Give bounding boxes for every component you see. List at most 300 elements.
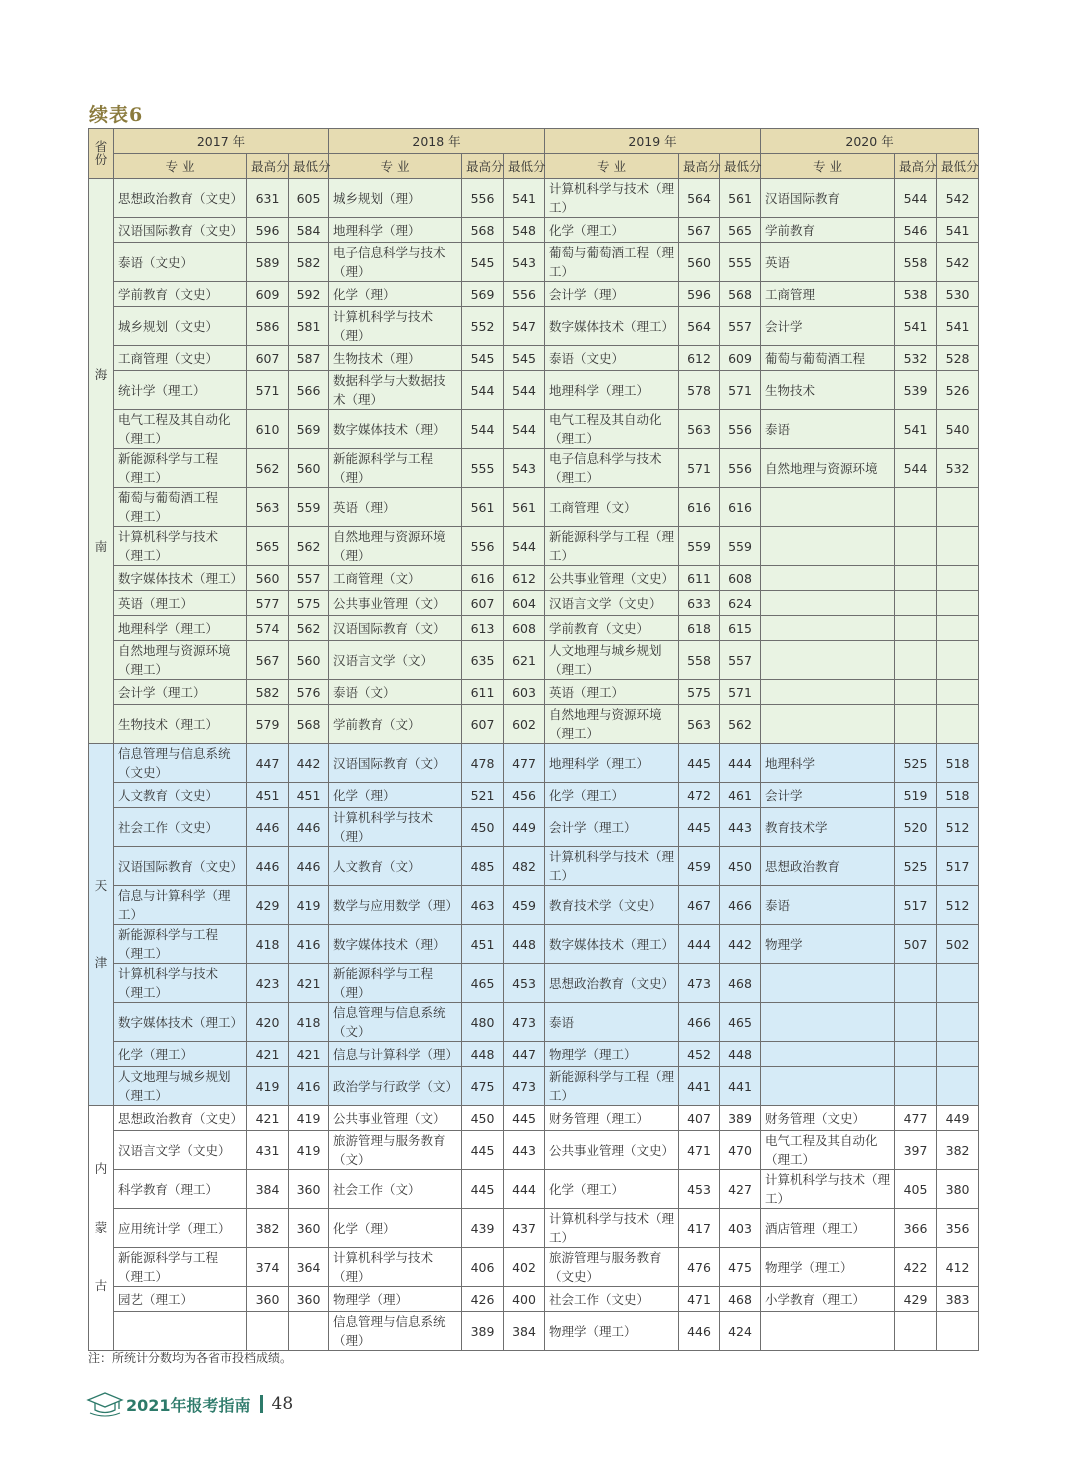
max-score-cell: 360 — [247, 1287, 289, 1312]
min-score-cell: 548 — [504, 218, 545, 243]
min-score-cell: 356 — [937, 1209, 979, 1248]
min-score-cell: 560 — [289, 641, 329, 680]
max-score-cell: 596 — [247, 218, 289, 243]
max-score-cell: 556 — [462, 179, 504, 218]
min-score-cell: 416 — [289, 1067, 329, 1106]
max-score-cell: 520 — [895, 808, 937, 847]
min-score-cell — [937, 1042, 979, 1067]
min-score-cell: 612 — [504, 566, 545, 591]
min-score-cell: 571 — [720, 371, 761, 410]
major-cell: 泰语（文史） — [545, 346, 679, 371]
major-cell: 学前教育（文） — [329, 705, 462, 744]
max-score-cell — [895, 705, 937, 744]
max-score-cell: 421 — [247, 1106, 289, 1131]
major-cell: 教育技术学（文史） — [545, 886, 679, 925]
major-cell: 思想政治教育（文史） — [114, 1106, 247, 1131]
min-score-cell — [937, 705, 979, 744]
min-score-cell: 609 — [720, 346, 761, 371]
max-score-cell: 445 — [679, 808, 720, 847]
min-score-cell: 446 — [289, 808, 329, 847]
major-cell — [761, 680, 895, 705]
footer-divider — [260, 1395, 263, 1413]
max-score-cell: 635 — [462, 641, 504, 680]
major-cell: 化学（理工） — [545, 1170, 679, 1209]
min-score-cell: 437 — [504, 1209, 545, 1248]
max-score-cell: 384 — [247, 1170, 289, 1209]
major-cell: 计算机科学与技术（理） — [329, 808, 462, 847]
min-score-cell: 532 — [937, 449, 979, 488]
max-score-cell: 451 — [462, 925, 504, 964]
min-score-cell: 582 — [289, 243, 329, 282]
min-score-cell — [937, 964, 979, 1003]
major-cell: 教育技术学 — [761, 808, 895, 847]
min-score-cell: 360 — [289, 1287, 329, 1312]
major-cell: 政治学与行政学（文） — [329, 1067, 462, 1106]
max-score-cell: 446 — [247, 847, 289, 886]
min-score-cell: 556 — [720, 449, 761, 488]
major-cell: 人文教育（文） — [329, 847, 462, 886]
min-score-cell: 555 — [720, 243, 761, 282]
min-score-cell: 450 — [720, 847, 761, 886]
table-row — [89, 680, 979, 705]
min-score-cell: 556 — [720, 410, 761, 449]
max-score-cell: 607 — [462, 591, 504, 616]
min-score-cell: 421 — [289, 1042, 329, 1067]
major-cell: 地理科学 — [761, 744, 895, 783]
major-cell: 地理科学（理工） — [545, 371, 679, 410]
table-row — [89, 1248, 979, 1287]
table-row — [89, 346, 979, 371]
major-cell: 人文地理与城乡规划（理工） — [545, 641, 679, 680]
year-header: 2018 年 — [329, 129, 545, 154]
major-cell: 计算机科学与技术（理工） — [114, 964, 247, 1003]
major-cell — [761, 616, 895, 641]
table-row — [89, 1003, 979, 1042]
min-score-cell: 449 — [937, 1106, 979, 1131]
major-cell: 物理学（理工） — [545, 1312, 679, 1351]
min-score-cell: 581 — [289, 307, 329, 346]
min-score-cell: 543 — [504, 449, 545, 488]
major-cell — [761, 641, 895, 680]
min-score-cell: 383 — [937, 1287, 979, 1312]
max-score-cell: 459 — [679, 847, 720, 886]
max-score-cell: 562 — [247, 449, 289, 488]
min-score-cell: 559 — [289, 488, 329, 527]
min-score-cell: 442 — [720, 925, 761, 964]
table-row — [89, 1106, 979, 1131]
max-score-cell: 421 — [247, 1042, 289, 1067]
max-score-cell: 610 — [247, 410, 289, 449]
max-score-cell — [895, 616, 937, 641]
min-score-cell — [937, 1312, 979, 1351]
min-score-cell — [937, 488, 979, 527]
max-score-cell: 589 — [247, 243, 289, 282]
min-score-cell: 427 — [720, 1170, 761, 1209]
max-score-cell: 545 — [462, 346, 504, 371]
min-score-cell: 542 — [937, 179, 979, 218]
min-score-cell: 561 — [504, 488, 545, 527]
table-row — [89, 641, 979, 680]
min-score-cell: 482 — [504, 847, 545, 886]
table-continuation-title: 续表6 — [89, 104, 144, 126]
max-score-cell: 478 — [462, 744, 504, 783]
major-cell: 地理科学（理） — [329, 218, 462, 243]
major-cell: 自然地理与资源环境 — [761, 449, 895, 488]
max-score-cell — [895, 1042, 937, 1067]
max-score-cell: 607 — [247, 346, 289, 371]
max-score-cell — [895, 566, 937, 591]
table-row — [89, 449, 979, 488]
max-score-cell: 429 — [895, 1287, 937, 1312]
major-cell — [761, 1003, 895, 1042]
max-score-cell: 618 — [679, 616, 720, 641]
max-score-cell: 556 — [462, 527, 504, 566]
min-score-cell: 545 — [504, 346, 545, 371]
min-score-cell: 384 — [504, 1312, 545, 1351]
major-cell: 物理学（理） — [329, 1287, 462, 1312]
min-score-header: 最低分 — [289, 154, 329, 179]
major-cell: 生物技术 — [761, 371, 895, 410]
major-cell: 公共事业管理（文） — [329, 591, 462, 616]
major-cell: 会计学 — [761, 783, 895, 808]
min-score-cell: 416 — [289, 925, 329, 964]
major-cell: 电气工程及其自动化（理工） — [114, 410, 247, 449]
major-cell: 物理学（理工） — [761, 1248, 895, 1287]
max-score-cell: 544 — [895, 449, 937, 488]
min-score-cell: 566 — [289, 371, 329, 410]
max-score-cell: 564 — [679, 179, 720, 218]
major-cell: 泰语（文） — [329, 680, 462, 705]
min-score-cell: 360 — [289, 1170, 329, 1209]
max-score-cell: 541 — [895, 410, 937, 449]
major-cell — [761, 566, 895, 591]
max-score-header: 最高分 — [462, 154, 504, 179]
major-cell: 汉语言文学（文史） — [114, 1131, 247, 1170]
max-score-cell: 519 — [895, 783, 937, 808]
min-score-cell: 608 — [720, 566, 761, 591]
max-score-cell — [895, 641, 937, 680]
major-cell: 计算机科学与技术（理） — [329, 1248, 462, 1287]
province-char: 海 — [94, 366, 108, 382]
major-cell: 园艺（理工） — [114, 1287, 247, 1312]
min-score-cell — [937, 680, 979, 705]
table-row — [89, 886, 979, 925]
min-score-cell: 461 — [720, 783, 761, 808]
province-char: 南 — [94, 539, 108, 554]
max-score-cell: 420 — [247, 1003, 289, 1042]
table-row — [89, 1209, 979, 1248]
major-cell: 酒店管理（理工） — [761, 1209, 895, 1248]
province-header — [89, 129, 114, 179]
min-score-cell: 624 — [720, 591, 761, 616]
major-cell: 数学与应用数学（理） — [329, 886, 462, 925]
min-score-header: 最低分 — [937, 154, 979, 179]
major-cell: 会计学 — [761, 307, 895, 346]
major-cell: 新能源科学与工程（理） — [329, 964, 462, 1003]
max-score-cell: 419 — [247, 1067, 289, 1106]
max-score-cell: 579 — [247, 705, 289, 744]
major-cell: 地理科学（理工） — [545, 744, 679, 783]
min-score-cell: 571 — [720, 680, 761, 705]
max-score-cell: 571 — [247, 371, 289, 410]
major-cell: 化学（理工） — [545, 218, 679, 243]
min-score-cell: 403 — [720, 1209, 761, 1248]
table-row — [89, 744, 979, 783]
major-cell — [761, 591, 895, 616]
min-score-cell: 402 — [504, 1248, 545, 1287]
max-score-cell: 569 — [462, 282, 504, 307]
max-score-cell: 565 — [247, 527, 289, 566]
max-score-cell: 544 — [895, 179, 937, 218]
major-cell: 公共事业管理（文史） — [545, 1131, 679, 1170]
max-score-cell: 476 — [679, 1248, 720, 1287]
max-score-cell: 558 — [679, 641, 720, 680]
major-cell: 电气工程及其自动化（理工） — [761, 1131, 895, 1170]
min-score-cell: 465 — [720, 1003, 761, 1042]
max-score-cell: 445 — [462, 1170, 504, 1209]
min-score-cell: 419 — [289, 1131, 329, 1170]
max-score-cell: 567 — [679, 218, 720, 243]
min-score-cell: 603 — [504, 680, 545, 705]
table-row — [89, 964, 979, 1003]
max-score-cell: 552 — [462, 307, 504, 346]
max-score-cell: 445 — [679, 744, 720, 783]
min-score-cell: 364 — [289, 1248, 329, 1287]
max-score-cell: 374 — [247, 1248, 289, 1287]
min-score-cell: 445 — [504, 1106, 545, 1131]
max-score-cell: 564 — [679, 307, 720, 346]
major-cell: 信息管理与信息系统（理） — [329, 1312, 462, 1351]
min-score-cell: 453 — [504, 964, 545, 1003]
max-score-cell: 586 — [247, 307, 289, 346]
major-cell: 汉语国际教育（文） — [329, 744, 462, 783]
min-score-cell: 587 — [289, 346, 329, 371]
major-cell: 计算机科学与技术（理） — [329, 307, 462, 346]
major-cell: 化学（理工） — [114, 1042, 247, 1067]
max-score-cell: 429 — [247, 886, 289, 925]
min-score-cell: 541 — [937, 307, 979, 346]
max-score-cell — [895, 680, 937, 705]
min-score-cell: 360 — [289, 1209, 329, 1248]
min-score-cell: 400 — [504, 1287, 545, 1312]
major-cell: 人文地理与城乡规划（理工） — [114, 1067, 247, 1106]
major-cell: 城乡规划（文史） — [114, 307, 247, 346]
table-row — [89, 783, 979, 808]
major-cell: 汉语国际教育（文史） — [114, 218, 247, 243]
max-score-cell — [895, 1067, 937, 1106]
max-score-cell: 555 — [462, 449, 504, 488]
min-score-cell: 569 — [289, 410, 329, 449]
max-score-cell: 431 — [247, 1131, 289, 1170]
max-score-cell: 444 — [679, 925, 720, 964]
max-score-cell: 366 — [895, 1209, 937, 1248]
min-score-cell: 592 — [289, 282, 329, 307]
table-row — [89, 371, 979, 410]
max-score-cell: 445 — [462, 1131, 504, 1170]
min-score-cell: 605 — [289, 179, 329, 218]
max-score-cell: 544 — [462, 371, 504, 410]
major-header: 专 业 — [545, 154, 679, 179]
max-score-cell: 418 — [247, 925, 289, 964]
major-cell: 公共事业管理（文） — [329, 1106, 462, 1131]
max-score-cell: 563 — [247, 488, 289, 527]
major-cell: 自然地理与资源环境（理工） — [114, 641, 247, 680]
min-score-cell: 444 — [504, 1170, 545, 1209]
min-score-cell: 604 — [504, 591, 545, 616]
max-score-cell: 439 — [462, 1209, 504, 1248]
table-row — [89, 282, 979, 307]
province-char: 蒙 — [94, 1219, 108, 1235]
major-cell: 生物技术（理） — [329, 346, 462, 371]
major-cell: 泰语（文史） — [114, 243, 247, 282]
page-footer — [86, 1388, 293, 1420]
max-score-cell: 563 — [679, 705, 720, 744]
major-cell: 应用统计学（理工） — [114, 1209, 247, 1248]
major-cell: 小学教育（理工） — [761, 1287, 895, 1312]
major-cell: 旅游管理与服务教育（文） — [329, 1131, 462, 1170]
major-cell: 计算机科学与技术（理工） — [114, 527, 247, 566]
min-score-cell: 389 — [720, 1106, 761, 1131]
major-cell: 工商管理（文） — [545, 488, 679, 527]
major-cell: 财务管理（理工） — [545, 1106, 679, 1131]
min-score-cell: 584 — [289, 218, 329, 243]
major-cell: 计算机科学与技术（理工） — [545, 1209, 679, 1248]
major-cell — [761, 964, 895, 1003]
max-score-header: 最高分 — [895, 154, 937, 179]
province-char: 古 — [94, 1278, 108, 1294]
max-score-cell: 446 — [247, 808, 289, 847]
major-cell: 汉语言文学（文） — [329, 641, 462, 680]
min-score-cell — [937, 1003, 979, 1042]
min-score-cell: 608 — [504, 616, 545, 641]
table-row — [89, 1287, 979, 1312]
province-char: 内 — [94, 1161, 108, 1177]
min-score-cell: 541 — [504, 179, 545, 218]
max-score-cell: 507 — [895, 925, 937, 964]
major-cell: 学前教育 — [761, 218, 895, 243]
min-score-cell: 575 — [289, 591, 329, 616]
min-score-cell: 621 — [504, 641, 545, 680]
table-row — [89, 488, 979, 527]
max-score-cell — [895, 964, 937, 1003]
major-cell: 会计学（理） — [545, 282, 679, 307]
max-score-cell: 471 — [679, 1131, 720, 1170]
province-cell — [89, 1106, 114, 1351]
major-cell: 公共事业管理（文史） — [545, 566, 679, 591]
page-number: 48 — [271, 1394, 294, 1414]
min-score-cell: 443 — [504, 1131, 545, 1170]
min-score-cell: 615 — [720, 616, 761, 641]
max-score-cell: 407 — [679, 1106, 720, 1131]
min-score-cell: 470 — [720, 1131, 761, 1170]
max-score-cell: 525 — [895, 744, 937, 783]
max-score-cell: 389 — [462, 1312, 504, 1351]
table-row — [89, 179, 979, 218]
max-score-cell: 561 — [462, 488, 504, 527]
major-cell: 英语（理工） — [114, 591, 247, 616]
major-cell: 会计学（理工） — [545, 808, 679, 847]
max-score-cell: 611 — [679, 566, 720, 591]
province-section — [89, 179, 979, 744]
table-header — [89, 129, 979, 179]
min-score-cell: 380 — [937, 1170, 979, 1209]
year-header: 2020 年 — [761, 129, 979, 154]
max-score-cell: 567 — [247, 641, 289, 680]
major-cell — [761, 1312, 895, 1351]
province-cell — [89, 179, 114, 744]
max-score-cell: 560 — [247, 566, 289, 591]
min-score-cell: 382 — [937, 1131, 979, 1170]
max-score-cell: 441 — [679, 1067, 720, 1106]
max-score-cell: 538 — [895, 282, 937, 307]
max-score-cell: 448 — [462, 1042, 504, 1067]
major-cell — [114, 1312, 247, 1351]
major-cell: 物理学（理工） — [545, 1042, 679, 1067]
major-cell: 新能源科学与工程（理工） — [114, 925, 247, 964]
max-score-cell — [247, 1312, 289, 1351]
major-cell: 化学（理工） — [545, 783, 679, 808]
table-row — [89, 616, 979, 641]
major-cell: 自然地理与资源环境（理） — [329, 527, 462, 566]
min-score-header: 最低分 — [720, 154, 761, 179]
major-cell: 葡萄与葡萄酒工程（理工） — [545, 243, 679, 282]
major-cell — [761, 1042, 895, 1067]
major-cell: 人文教育（文史） — [114, 783, 247, 808]
major-cell: 信息管理与信息系统（文史） — [114, 744, 247, 783]
major-cell: 统计学（理工） — [114, 371, 247, 410]
max-score-cell: 571 — [679, 449, 720, 488]
table-row — [89, 218, 979, 243]
max-score-cell: 423 — [247, 964, 289, 1003]
max-score-cell: 453 — [679, 1170, 720, 1209]
major-cell: 信息与计算科学（理） — [329, 1042, 462, 1067]
min-score-cell: 477 — [504, 744, 545, 783]
max-score-cell: 539 — [895, 371, 937, 410]
major-cell: 新能源科学与工程（理工） — [545, 527, 679, 566]
max-score-cell: 446 — [679, 1312, 720, 1351]
min-score-cell: 557 — [720, 641, 761, 680]
major-cell: 英语（理工） — [545, 680, 679, 705]
max-score-cell: 521 — [462, 783, 504, 808]
min-score-cell: 602 — [504, 705, 545, 744]
min-score-cell: 468 — [720, 1287, 761, 1312]
min-score-cell: 517 — [937, 847, 979, 886]
major-cell: 生物技术（理工） — [114, 705, 247, 744]
max-score-cell: 613 — [462, 616, 504, 641]
min-score-cell: 475 — [720, 1248, 761, 1287]
min-score-cell: 559 — [720, 527, 761, 566]
min-score-header: 最低分 — [504, 154, 545, 179]
min-score-cell: 544 — [504, 371, 545, 410]
max-score-cell — [895, 1312, 937, 1351]
min-score-cell: 542 — [937, 243, 979, 282]
major-cell: 思想政治教育 — [761, 847, 895, 886]
max-score-cell: 475 — [462, 1067, 504, 1106]
min-score-cell: 556 — [504, 282, 545, 307]
min-score-cell: 441 — [720, 1067, 761, 1106]
major-cell: 学前教育（文史） — [114, 282, 247, 307]
max-score-cell: 609 — [247, 282, 289, 307]
max-score-cell: 422 — [895, 1248, 937, 1287]
min-score-cell: 561 — [720, 179, 761, 218]
min-score-cell: 544 — [504, 527, 545, 566]
max-score-cell: 405 — [895, 1170, 937, 1209]
major-cell: 工商管理（文） — [329, 566, 462, 591]
max-score-cell: 473 — [679, 964, 720, 1003]
max-score-cell: 447 — [247, 744, 289, 783]
major-cell: 化学（理） — [329, 1209, 462, 1248]
min-score-cell — [937, 1067, 979, 1106]
